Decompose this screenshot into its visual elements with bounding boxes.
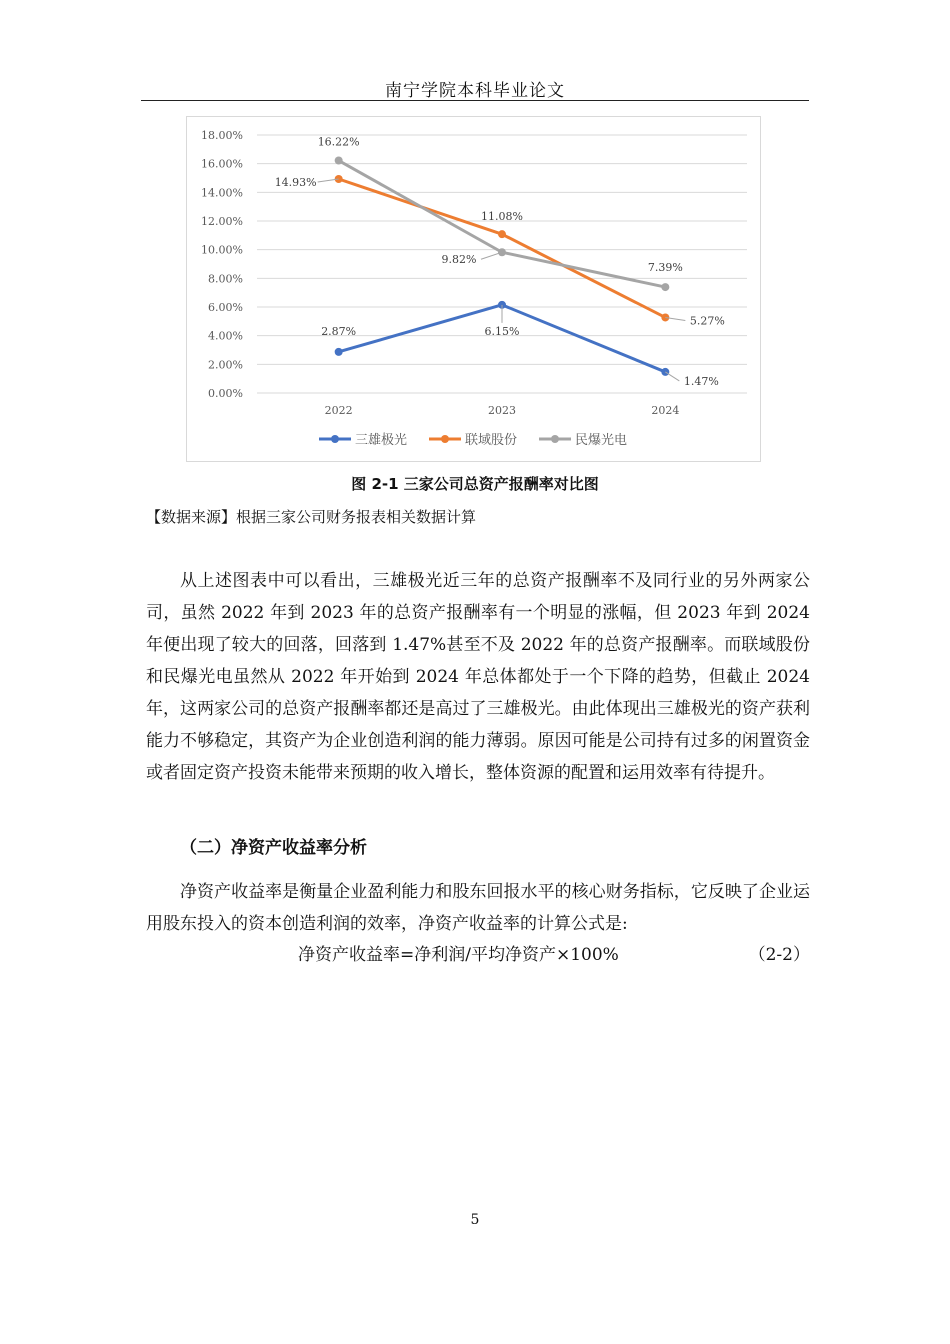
y-tick-label: 2.00%	[208, 358, 243, 372]
x-tick-label: 2022	[324, 404, 353, 417]
body-paragraph-2: 净资产收益率是衡量企业盈利能力和股东回报水平的核心财务指标，它反映了企业运用股东投入的资本创造利润的效率，净资产收益率的计算公式是:	[146, 882, 810, 934]
legend-marker	[441, 435, 449, 443]
chart-svg	[187, 117, 762, 463]
y-tick-label: 4.00%	[208, 329, 243, 343]
line-chart	[186, 116, 761, 462]
y-tick-label: 18.00%	[201, 129, 243, 142]
data-label: 11.08%	[481, 210, 523, 224]
formula-row	[146, 940, 810, 970]
legend-label: 民爆光电	[575, 433, 628, 448]
legend-label: 三雄极光	[355, 433, 408, 448]
data-label: 6.15%	[484, 324, 520, 338]
x-tick-label: 2024	[651, 404, 680, 417]
y-tick-label: 12.00%	[201, 215, 243, 228]
label-leader	[481, 252, 502, 259]
y-tick-label: 10.00%	[201, 243, 243, 257]
data-point	[661, 283, 669, 291]
figure-caption: 图 2-1 三家公司总资产报酬率对比图	[351, 475, 599, 493]
formula-text: 净资产收益率=净利润/平均净资产×100%	[298, 945, 619, 965]
body-paragraph-1: 从上述图表中可以看出，三雄极光近三年的总资产报酬率不及同行业的另外两家公司，虽然 2022 年到 2023 年的总资产报酬率有一个明显的涨幅，但 2023 年到 2024 年便出现了较大的回落，回落到 1.47%甚至不及 2022 年的总资产报酬率。而联域股份和民爆光电虽然从 2022 年开始到 2024 年总体都处于一个下降的趋势，但截止 2024 年，这两家公司的总资产报酬率都还是高过了三雄极光。由此体现出三雄极光的资产获利能力不够稳定，其资产为企业创造利润的能力薄弱。原因可能是公司持有过多的闲置资金或者固定资产投资未能带来预期的收入增长，整体资源的配置和运用效率有待提升。	[146, 571, 810, 783]
header-rule	[141, 100, 809, 101]
data-label: 9.82%	[441, 253, 477, 267]
y-tick-label: 14.00%	[201, 186, 243, 200]
y-tick-label: 8.00%	[208, 272, 243, 286]
label-leader	[665, 372, 679, 381]
legend-marker	[331, 435, 339, 443]
data-label: 1.47%	[683, 374, 719, 388]
data-label: 16.22%	[317, 135, 360, 149]
data-point	[335, 157, 343, 165]
y-tick-label: 0.00%	[208, 387, 243, 400]
y-tick-label: 16.00%	[201, 157, 243, 171]
series-line	[339, 161, 666, 288]
formula-number: （2-2）	[748, 945, 810, 965]
data-point	[498, 230, 506, 238]
data-source-note: 【数据来源】根据三家公司财务报表相关数据计算	[146, 508, 477, 526]
x-tick-label: 2023	[488, 404, 516, 417]
data-label: 5.27%	[689, 314, 725, 328]
data-label: 14.93%	[274, 176, 317, 190]
legend-marker	[551, 435, 559, 443]
page-header: 南宁学院本科毕业论文	[385, 81, 565, 101]
data-point	[335, 348, 343, 356]
legend-label: 联域股份	[465, 433, 518, 448]
page-number: 5	[470, 1212, 480, 1228]
section-heading: （二）净资产收益率分析	[180, 838, 367, 858]
series-line	[339, 179, 666, 317]
data-label: 7.39%	[647, 261, 683, 275]
y-tick-label: 6.00%	[208, 301, 243, 314]
data-label: 2.87%	[321, 324, 357, 338]
